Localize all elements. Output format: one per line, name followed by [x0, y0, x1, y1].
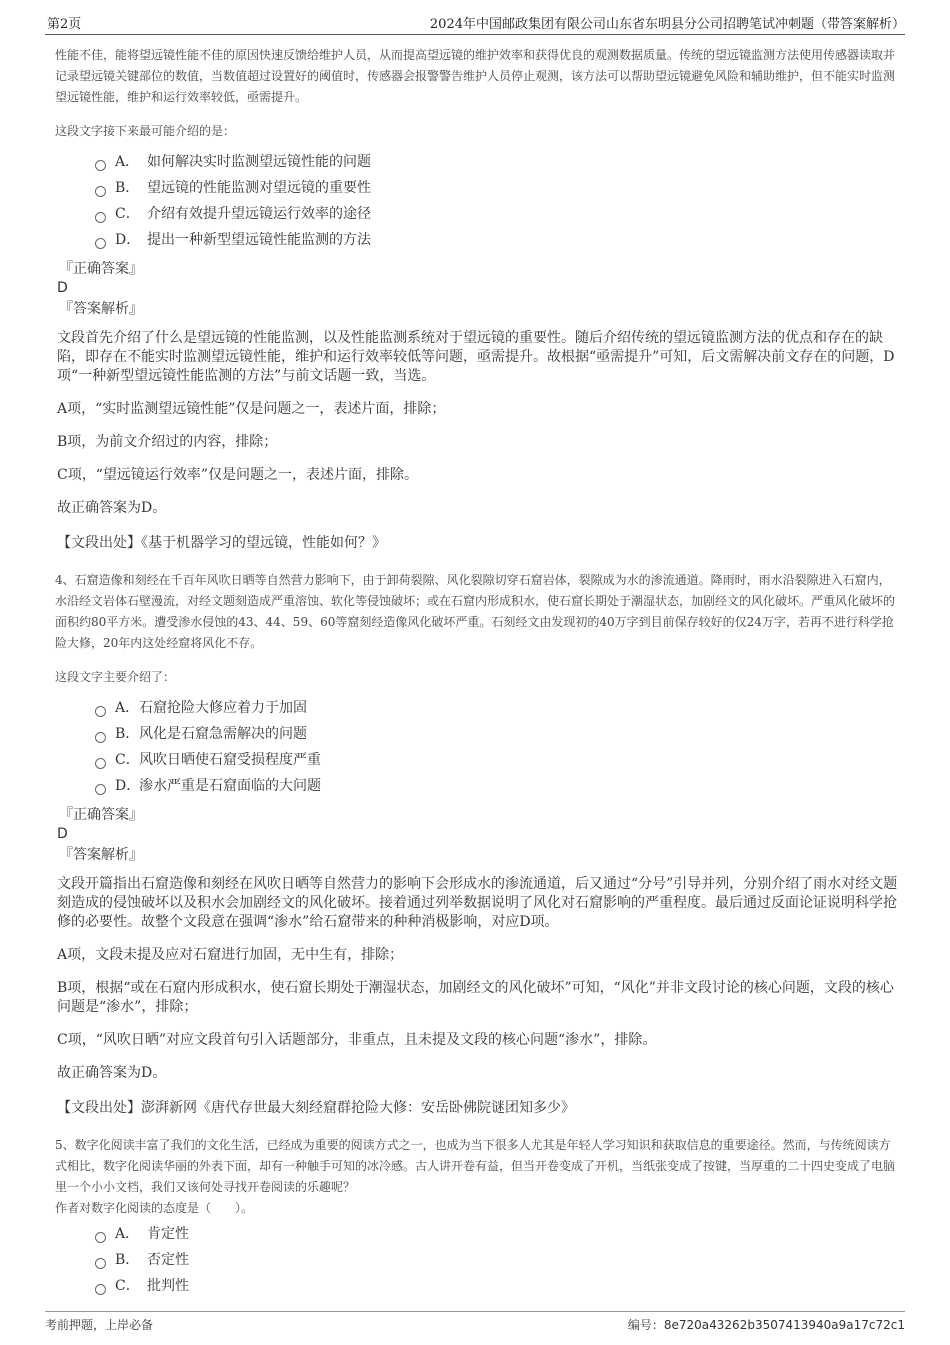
option-label: B．	[115, 726, 140, 742]
document-title: 2024年中国邮政集团有限公司山东省东明县分公司招聘笔试冲刺题（带答案解析）	[429, 17, 905, 32]
q3-answer-label: 『正确答案』	[59, 261, 143, 277]
option-label: C．	[115, 206, 140, 222]
radio-icon[interactable]	[95, 160, 106, 171]
q4-source: 【文段出处】澎湃新网《唐代存世最大刻经窟群抢险大修：安岳卧佛院谜团知多少》	[57, 1100, 575, 1116]
q3-analysis-label: 『答案解析』	[59, 301, 143, 317]
footer-id-code: 8e720a43262b3507413940a9a17c72c1	[663, 1318, 905, 1332]
radio-icon[interactable]	[95, 1232, 106, 1243]
q4-analysis-a: A项，文段未提及应对石窟进行加固，无中生有，排除；	[57, 947, 404, 963]
option-label: D．	[115, 778, 141, 794]
q3-source: 【文段出处】《基于机器学习的望远镜，性能如何？》	[57, 535, 386, 551]
radio-icon[interactable]	[95, 758, 106, 769]
page-footer	[45, 1311, 905, 1332]
page-number: 第2页	[47, 17, 82, 32]
q3-analysis-b: B项，为前文介绍过的内容，排除；	[57, 434, 278, 450]
q5-option-c[interactable]	[95, 1273, 900, 1299]
page-header	[45, 10, 905, 35]
q3-answer: D	[57, 280, 68, 296]
radio-icon[interactable]	[95, 238, 106, 249]
radio-icon[interactable]	[95, 1284, 106, 1295]
q4-option-d[interactable]	[95, 773, 900, 799]
radio-icon[interactable]	[95, 212, 106, 223]
option-text: 肯定性	[147, 1226, 189, 1242]
option-label: D．	[115, 232, 141, 248]
q3-passage: 性能不佳，能将望远镜性能不佳的原因快速反馈给维护人员，从而提高望远镜的维护效率和获得优良的观测数据质量。传统的望远镜监测方法使用传感器读取并记录望远镜关键部位的数值，当数值超过设置好的阈值时，传感器会报警警告维护人员停止观测，该方法可以帮助望远镜避免风险和辅助维护，但不能实时监测望远镜性能，维护和运行效率较低，亟需提升。	[55, 48, 896, 104]
q5-option-b[interactable]	[95, 1247, 900, 1273]
footer-id	[628, 1316, 905, 1333]
option-text: 如何解决实时监测望远镜性能的问题	[147, 154, 371, 170]
q4-analysis-label: 『答案解析』	[59, 847, 143, 863]
option-label: A．	[115, 700, 140, 716]
q5-prompt: 作者对数字化阅读的态度是（ ）。	[55, 1201, 254, 1215]
option-text: 望远镜的性能监测对望远镜的重要性	[147, 180, 371, 196]
q5-passage: 5、数字化阅读丰富了我们的文化生活，已经成为重要的阅读方式之一，也成为当下很多人尤其是年轻人学习知识和获取信息的重要途径。然而，与传统阅读方式相比，数字化阅读华丽的外表下面，却有一种触手可知的冰冷感。古人讲开卷有益，但当开卷变成了开机，当纸张变成了按键，当厚重的二十四史变成了电脑里一个小小文档，我们又该何处寻找开卷阅读的乐趣呢？	[55, 1138, 896, 1194]
option-label: A．	[115, 154, 140, 170]
option-text: 提出一种新型望远镜性能监测的方法	[147, 232, 371, 248]
q3-analysis-main: 文段首先介绍了什么是望远镜的性能监测，以及性能监测系统对于望远镜的重要性。随后介绍传统的望远镜监测方法的优点和存在的缺陷，即存在不能实时监测望远镜性能，维护和运行效率较低等问题，亟需提升。故根据“亟需提升”可知，后文需解决前文存在的问题，D项“一种新型望远镜性能监测的方法”与前文话题一致，当选。	[57, 330, 895, 384]
option-text: 渗水严重是石窟面临的大问题	[139, 778, 321, 794]
q4-options	[55, 695, 900, 799]
q4-option-b[interactable]	[95, 721, 900, 747]
option-label: C．	[115, 752, 140, 768]
option-text: 介绍有效提升望远镜运行效率的途径	[147, 206, 371, 222]
q4-passage: 4、石窟造像和刻经在千百年风吹日晒等自然营力影响下，由于卸荷裂隙、风化裂隙切穿石窟岩体，裂隙成为水的渗流通道。降雨时，雨水沿裂隙进入石窟内，水沿经文岩体石壁漫流，对经文题刻造成严重溶蚀、软化等侵蚀破坏；或在石窟内形成积水，使石窟长期处于潮湿状态，加剧经文的风化破坏。严重风化破坏的面积约80平方米。遭受渗水侵蚀的43、44、59、60等窟刻经造像风化破坏严重。石刻经文由发现初的40万字到目前保存较好的仅24万字，若再不进行科学抢险大修，20年内这处经窟将风化不存。	[55, 573, 896, 650]
option-label: C．	[115, 1278, 140, 1294]
radio-icon[interactable]	[95, 784, 106, 795]
q4-option-c[interactable]	[95, 747, 900, 773]
q3-option-b[interactable]	[95, 175, 900, 201]
q3-options	[55, 149, 900, 253]
q3-option-d[interactable]	[95, 227, 900, 253]
document-content	[55, 45, 900, 1299]
q3-prompt: 这段文字接下来最可能介绍的是：	[55, 124, 236, 138]
option-text: 风吹日晒使石窟受损程度严重	[139, 752, 321, 768]
q5-options	[55, 1221, 900, 1299]
option-label: A．	[115, 1226, 140, 1242]
option-text: 否定性	[147, 1252, 189, 1268]
q4-analysis-conclusion: 故正确答案为D。	[57, 1065, 167, 1081]
option-label: B．	[115, 1252, 140, 1268]
q3-analysis-conclusion: 故正确答案为D。	[57, 500, 167, 516]
q4-answer: D	[57, 826, 68, 842]
radio-icon[interactable]	[95, 732, 106, 743]
q5-option-a[interactable]	[95, 1221, 900, 1247]
q3-analysis-c: C项，“望远镜运行效率”仅是问题之一，表述片面，排除。	[57, 467, 419, 483]
q4-analysis-main: 文段开篇指出石窟造像和刻经在风吹日晒等自然营力的影响下会形成水的渗流通道，后又通过“分号”引导并列，分别介绍了雨水对经文题刻造成的侵蚀破坏以及积水会加剧经文的风化破坏。接着通过列举数据说明了风化对石窟影响的严重程度。最后通过反面论证说明科学抢修的必要性。故整个文段意在强调“渗水”给石窟带来的种种消极影响，对应D项。	[57, 876, 898, 930]
q3-analysis-a: A项，“实时监测望远镜性能”仅是问题之一，表述片面，排除；	[57, 401, 446, 417]
q4-prompt: 这段文字主要介绍了：	[55, 670, 176, 684]
q4-analysis-c: C项，“风吹日晒”对应文段首句引入话题部分，非重点，且未提及文段的核心问题“渗水”，排除。	[57, 1032, 657, 1048]
q3-option-c[interactable]	[95, 201, 900, 227]
q4-option-a[interactable]	[95, 695, 900, 721]
footer-slogan: 考前押题，上岸必备	[45, 1318, 154, 1332]
option-label: B．	[115, 180, 140, 196]
radio-icon[interactable]	[95, 186, 106, 197]
option-text: 风化是石窟急需解决的问题	[139, 726, 307, 742]
option-text: 石窟抢险大修应着力于加固	[139, 700, 307, 716]
q3-option-a[interactable]	[95, 149, 900, 175]
radio-icon[interactable]	[95, 706, 106, 717]
q4-answer-label: 『正确答案』	[59, 807, 143, 823]
footer-id-label: 编号：	[627, 1318, 664, 1332]
radio-icon[interactable]	[95, 1258, 106, 1269]
option-text: 批判性	[147, 1278, 189, 1294]
q4-analysis-b: B项，根据“或在石窟内形成积水，使石窟长期处于潮湿状态，加剧经文的风化破坏”可知，“风化”并非文段讨论的核心问题，文段的核心问题是“渗水”，排除；	[57, 980, 894, 1015]
